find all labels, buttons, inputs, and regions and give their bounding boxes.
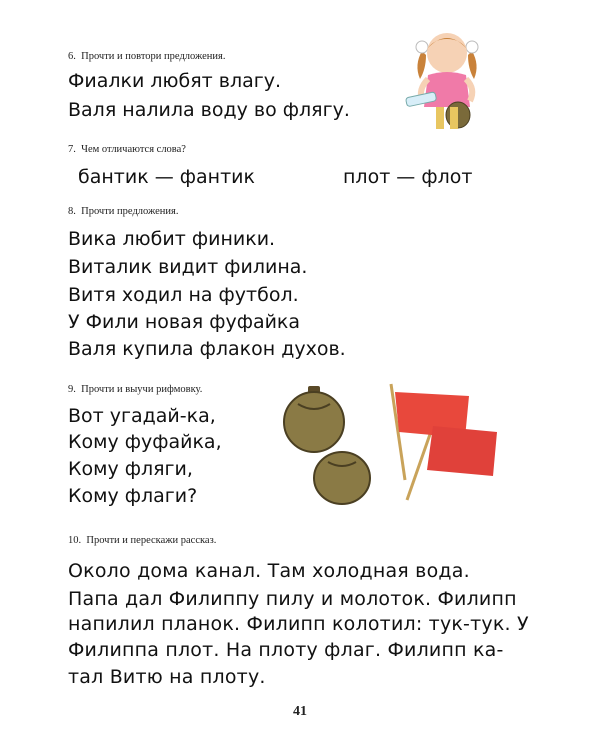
ex10-line-2: Папа дал Филиппу пилу и молоток. Филипп — [68, 588, 517, 610]
girl-with-flask-illustration — [400, 25, 495, 130]
exercise-6-instruction: 6. Прочти и повтори предложения. — [68, 51, 226, 62]
flag-icon — [427, 426, 497, 476]
ex8-line-3: Витя ходил на футбол. — [68, 284, 299, 306]
ex7-word-pair-2: плот — флот — [343, 166, 473, 188]
flags-illustration — [383, 380, 503, 502]
ex8-line-2: Виталик видит филина. — [68, 256, 308, 278]
flasks-illustration — [278, 380, 378, 508]
ex10-line-4: Филиппа плот. На плоту флаг. Филипп ка- — [68, 639, 504, 661]
ex10-line-3: напилил планок. Филипп колотил: тук-тук. У — [68, 613, 529, 635]
exercise-10-instruction: 10. Прочти и перескажи рассказ. — [68, 535, 217, 546]
flask-icon — [314, 452, 370, 504]
exercise-7-instruction: 7. Чем отличаются слова? — [68, 144, 186, 155]
ex8-line-4: У Фили новая фуфайка — [68, 311, 301, 333]
ex6-line-2: Валя налила воду во флягу. — [68, 99, 350, 121]
ex6-line-1: Фиалки любят влагу. — [68, 70, 281, 92]
ex10-line-5: тал Витю на плоту. — [68, 666, 266, 688]
exercise-8-instruction: 8. Прочти предложения. — [68, 206, 179, 217]
exercise-9-instruction: 9. Прочти и выучи рифмовку. — [68, 384, 203, 395]
ex8-line-5: Валя купила флакон духов. — [68, 338, 346, 360]
ex9-line-1: Вот угадай-ка, — [68, 405, 216, 427]
ex9-line-2: Кому фуфайка, — [68, 431, 222, 453]
ex8-line-1: Вика любит финики. — [68, 228, 276, 250]
ex9-line-4: Кому флаги? — [68, 485, 198, 507]
ex7-word-pair-1: бантик — фантик — [78, 166, 255, 188]
flask-icon — [284, 386, 344, 452]
ex10-line-1: Около дома канал. Там холодная вода. — [68, 560, 470, 582]
ex9-line-3: Кому фляги, — [68, 458, 193, 480]
page-number: 41 — [293, 704, 307, 719]
